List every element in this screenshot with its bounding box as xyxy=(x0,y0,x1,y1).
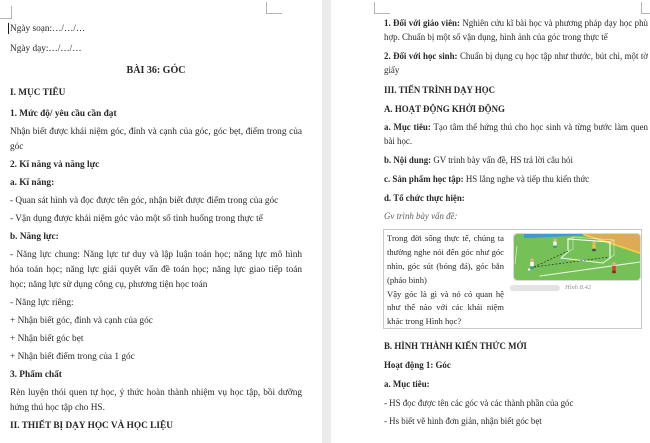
paragraph-text: II. THIẾT BỊ DẠY HỌC VÀ HỌC LIỆU xyxy=(10,421,173,431)
paragraph-text: III. TIẾN TRÌNH DẠY HỌC xyxy=(384,84,496,95)
paragraph-text: b. Năng lực: xyxy=(10,232,59,242)
paragraph-text: 1. Mức độ/ yêu cầu cần đạt xyxy=(10,109,117,119)
paragraph-text: A. HOẠT ĐỘNG KHỞI ĐỘNG xyxy=(384,103,505,114)
paragraph xyxy=(10,42,302,57)
paragraph xyxy=(384,377,648,391)
figure-caption: Hình 8.42 xyxy=(565,284,591,292)
paragraph-text: Tạo tâm thế hứng thú cho học sinh và từng bước làm quen bài học. xyxy=(384,122,648,147)
paragraph-text: 2. Kĩ năng và năng lực xyxy=(10,160,100,170)
paragraph-lead: c. Sản phẩm học tập: xyxy=(384,173,464,184)
paragraph xyxy=(384,209,648,223)
paragraph xyxy=(10,332,302,347)
paragraph xyxy=(10,314,302,329)
paragraph-text: - Vận dụng được khái niệm góc vào một số tình huống trong thực tế xyxy=(10,214,263,224)
paragraph-text: I. MỤC TIÊU xyxy=(10,88,66,98)
crop-mark-top-left xyxy=(0,6,12,19)
paragraph xyxy=(10,419,302,434)
paragraph-text: - HS đọc được tên các góc và các thành phần của góc xyxy=(384,397,574,408)
figure-footer xyxy=(510,284,641,291)
paragraph xyxy=(384,153,648,167)
paragraph xyxy=(384,396,648,410)
crop-mark-page2-right xyxy=(641,2,650,14)
paragraph xyxy=(384,339,648,353)
paragraph xyxy=(10,212,302,227)
player-top-left xyxy=(553,239,556,249)
problem-box-text xyxy=(384,230,508,328)
paragraph xyxy=(10,86,302,101)
crop-mark-page1-right xyxy=(266,2,282,14)
paragraph-text: Nghiên cứu kĩ bài học và phương pháp dạy học phù hợp. Chuẩn bị một số vận dụng, hình ảnh của góc trong thực tế xyxy=(384,18,648,43)
paragraph-text: Hoạt động 1: Góc xyxy=(384,360,451,371)
paragraph xyxy=(10,350,302,365)
text-cursor xyxy=(8,23,9,34)
paragraph xyxy=(10,194,302,209)
page-2-content-bottom xyxy=(384,339,648,428)
problem-box xyxy=(383,229,642,329)
paragraph xyxy=(10,386,302,416)
paragraph xyxy=(10,63,302,78)
paragraph-text: Vậy góc là gì và nó có quan hệ như thế nào với các khái niệm khác trong Hình học? xyxy=(387,288,504,327)
shimmer-bar xyxy=(510,285,560,292)
paragraph xyxy=(384,358,648,372)
paragraph xyxy=(384,102,648,116)
paragraph xyxy=(384,16,648,44)
paragraph-text: a. Mục tiêu: xyxy=(384,378,430,389)
soccer-ball xyxy=(528,269,531,272)
player-kicker xyxy=(530,259,534,270)
paragraph-lead: 2. Đối với học sinh: xyxy=(384,50,458,61)
page-1 xyxy=(0,0,322,443)
paragraph-text: 3. Phẩm chất xyxy=(10,370,62,380)
paragraph-text: GV trình bày vấn đề, HS trả lời câu hỏi xyxy=(433,155,573,166)
paragraph-text: B. HÌNH THÀNH KIẾN THỨC MỚI xyxy=(384,341,527,352)
paragraph xyxy=(10,22,302,37)
paragraph-text: + Nhận biết góc bẹt xyxy=(10,334,84,344)
paragraph-text: Ngày soạn:…/…/… xyxy=(10,24,86,34)
paragraph xyxy=(387,232,504,287)
paragraph-text: HS lắng nghe và tiếp thu kiến thức xyxy=(465,173,590,184)
paragraph xyxy=(384,120,648,148)
paragraph-text: d. Tổ chức thực hiện: xyxy=(384,192,465,203)
paragraph-text: - Năng lực riêng: xyxy=(10,298,74,308)
paragraph xyxy=(384,172,648,186)
page-2-content-top xyxy=(384,16,648,223)
paragraph-text: a. Kĩ năng: xyxy=(10,178,55,188)
page-gap xyxy=(322,0,331,443)
paragraph xyxy=(384,414,648,428)
paragraph-text: + Nhận biết điểm trong của 1 góc xyxy=(10,352,135,362)
paragraph xyxy=(10,176,302,191)
player-red xyxy=(612,263,616,274)
paragraph xyxy=(10,158,302,173)
paragraph xyxy=(384,83,648,97)
crop-mark-page2-left xyxy=(374,2,390,14)
paragraph-text: + Nhận biết góc, đỉnh và cạnh của góc xyxy=(10,316,153,326)
paragraph-text: Chuẩn bị dụng cụ học tập như thước, bút chì, một tờ giấy xyxy=(384,50,648,76)
paragraph xyxy=(384,191,648,205)
paragraph xyxy=(10,107,302,122)
paragraph xyxy=(10,230,302,245)
paragraph-text: - Năng lực chung: Năng lực tư duy và lập luận toán học; năng lực mô hình hóa toán học; năng lực giải quyết vấn đề toán học; năng lực giao tiếp toán học; năng lực sử dụng công cụ, phương tiện học toán xyxy=(10,250,302,290)
paragraph xyxy=(10,248,302,293)
soccer-field-image xyxy=(513,233,641,281)
paragraph xyxy=(10,125,302,155)
paragraph-lead: b. Nội dung: xyxy=(384,155,432,166)
page-2 xyxy=(331,0,650,443)
paragraph-text: - Hs biết vẽ hình đơn giản, nhận biết góc bẹt xyxy=(384,416,542,427)
paragraph-text: - Quan sát hình và đọc được tên góc, nhận biết được điểm trong của góc xyxy=(10,196,279,206)
paragraph-text: Ngày dạy:…/…/… xyxy=(10,44,82,54)
paragraph xyxy=(10,368,302,383)
figure xyxy=(508,230,641,328)
player-yellow xyxy=(592,242,595,252)
paragraph xyxy=(10,296,302,311)
paragraph-text: Trong đời sống thực tế, chúng ta thường nghe nói đến góc như góc nhìn, góc sút (bóng đá), góc bắn (pháo binh) xyxy=(387,233,504,285)
paragraph-text: Gv trình bày vấn đề: xyxy=(384,211,458,222)
paragraph-lead: 1. Đối với giáo viên: xyxy=(384,18,460,28)
paragraph-lead: a. Mục tiêu: xyxy=(384,122,431,133)
paragraph-text: BÀI 36: GÓC xyxy=(126,65,186,76)
paragraph xyxy=(384,49,648,77)
paragraph-text: Rèn luyện thói quen tự học, ý thức hoàn thành nhiệm vụ học tập, bồi dưỡng hứng thú học tập cho HS. xyxy=(10,388,302,413)
paragraph xyxy=(387,288,504,329)
page-1-content xyxy=(10,22,302,434)
paragraph-text: Nhận biết được khái niệm góc, đỉnh và cạnh của góc, góc bẹt, điểm trong của góc xyxy=(10,127,302,152)
